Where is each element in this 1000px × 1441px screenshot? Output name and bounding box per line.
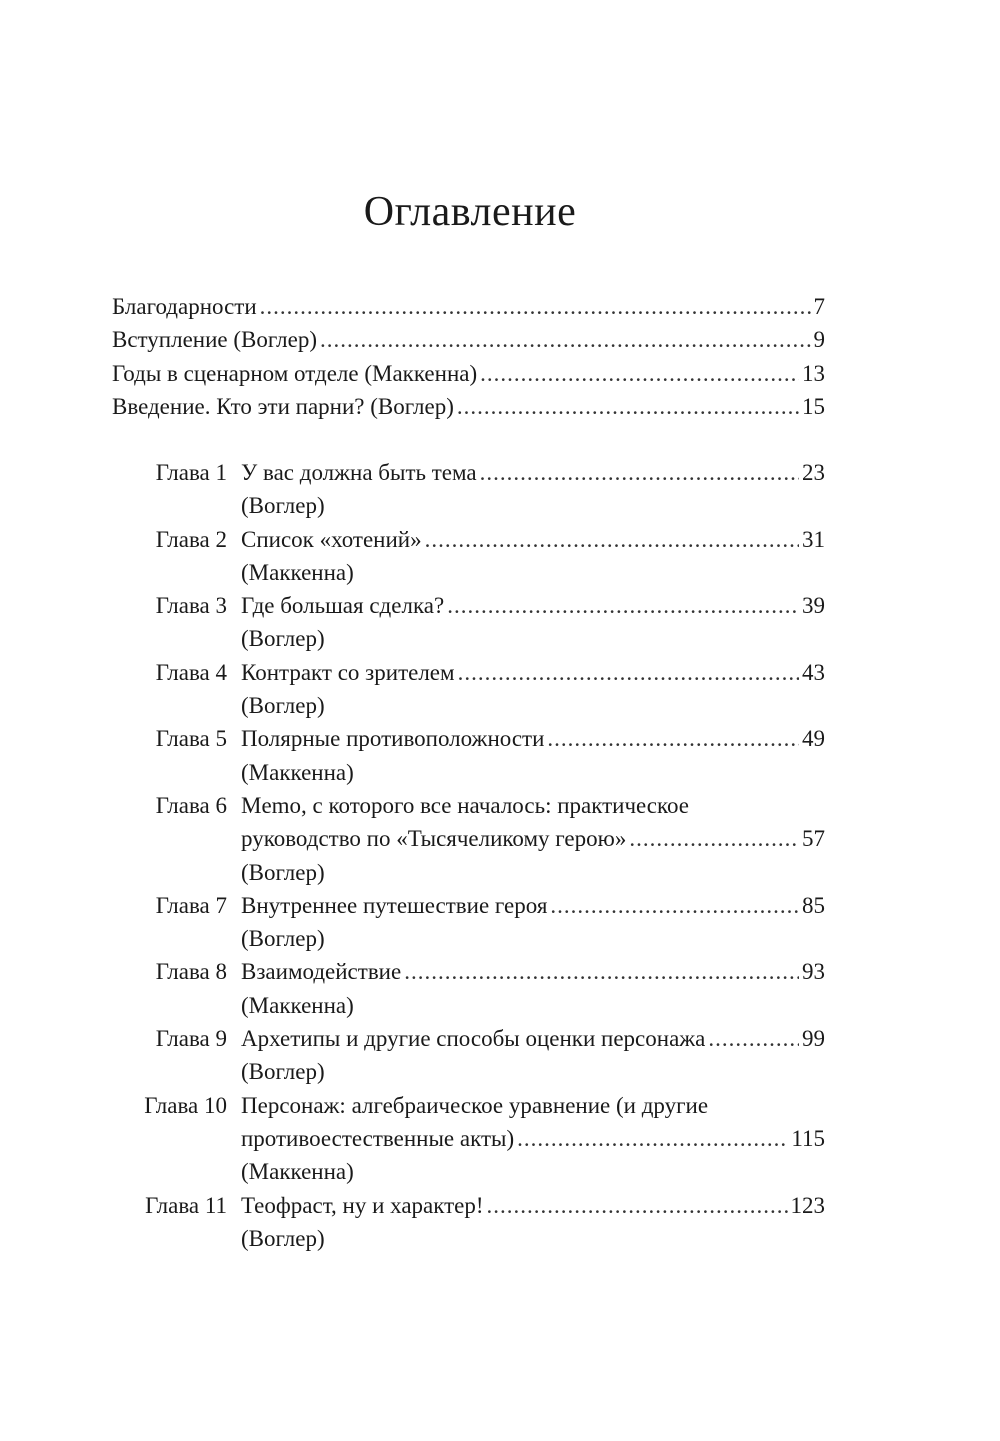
chapter-author: (Воглер) xyxy=(241,693,325,719)
toc-entry-title: Благодарности xyxy=(112,294,257,319)
toc-chapter-10 xyxy=(112,1089,825,1189)
chapter-label: Глава 1 xyxy=(155,460,227,485)
chapter-title: руководство по «Тысячеликому герою» xyxy=(241,826,627,852)
chapter-author: (Воглер) xyxy=(241,626,325,652)
toc-page-number: 9 xyxy=(813,327,825,353)
chapter-author: (Маккенна) xyxy=(241,992,354,1018)
chapter-author: (Маккенна) xyxy=(241,1159,354,1185)
chapter-label: Глава 4 xyxy=(155,659,227,685)
dot-leader xyxy=(404,955,799,988)
chapter-label: Глава 5 xyxy=(155,726,227,752)
toc-chapter-5 xyxy=(112,722,825,789)
chapter-author: (Воглер) xyxy=(241,1225,325,1251)
toc-page-number: 39 xyxy=(802,593,825,619)
chapter-author: (Воглер) xyxy=(241,859,325,885)
chapter-title: Внутреннее путешествие героя xyxy=(241,892,548,918)
chapter-title: Список «хотений» xyxy=(241,526,422,552)
dot-leader xyxy=(629,822,799,855)
chapter-author: (Воглер) xyxy=(241,1059,325,1085)
toc-page-number: 93 xyxy=(802,959,825,985)
dot-leader xyxy=(480,357,799,390)
toc-chapters xyxy=(112,456,825,1255)
chapter-label: Глава 6 xyxy=(155,792,227,818)
toc-chapter-4 xyxy=(112,656,825,723)
toc-chapter-6 xyxy=(112,789,825,889)
chapter-label: Глава 8 xyxy=(155,959,227,985)
toc-page-number: 85 xyxy=(802,892,825,918)
chapter-title: Контракт со зрителем xyxy=(241,659,455,685)
toc-entry-title: Вступление (Воглер) xyxy=(112,327,317,353)
toc-page-number: 31 xyxy=(802,526,825,552)
toc-entry-title: Введение. Кто эти парни? (Воглер) xyxy=(112,393,454,419)
chapter-title: противоестественные акты) xyxy=(241,1125,515,1151)
chapter-title: Архетипы и другие способы оценки персонажа xyxy=(241,1026,706,1052)
toc-chapter-9 xyxy=(112,1022,825,1089)
toc-entry-foreword xyxy=(112,323,825,356)
chapter-label: Глава 3 xyxy=(155,593,227,619)
dot-leader xyxy=(457,390,799,423)
chapter-author: (Воглер) xyxy=(241,926,325,952)
dot-leader xyxy=(320,323,811,356)
chapter-label: Глава 7 xyxy=(155,892,227,918)
toc-page-number: 13 xyxy=(802,360,825,386)
dot-leader xyxy=(708,1022,799,1055)
chapter-label: Глава 2 xyxy=(155,526,227,552)
dot-leader xyxy=(425,523,799,556)
toc-chapter-1 xyxy=(112,456,825,523)
toc-page-number: 57 xyxy=(802,826,825,852)
chapter-label: Глава 10 xyxy=(144,1092,227,1118)
chapter-title: Взаимодействие xyxy=(241,959,402,985)
chapter-author: (Маккенна) xyxy=(241,759,354,785)
toc-page-number: 15 xyxy=(802,393,825,419)
chapter-title: Полярные противоположности xyxy=(241,726,545,752)
dot-leader xyxy=(447,589,799,622)
toc-page-number: 49 xyxy=(802,726,825,752)
chapter-title: У вас должна быть тема xyxy=(241,460,477,485)
toc-page-number: 99 xyxy=(802,1026,825,1052)
toc-entry-title: Годы в сценарном отделе (Маккенна) xyxy=(112,360,478,386)
toc-chapter-11 xyxy=(112,1189,825,1256)
dot-leader xyxy=(517,1122,788,1155)
dot-leader xyxy=(550,889,799,922)
toc-front-matter xyxy=(112,290,825,423)
toc-page-number: 123 xyxy=(790,1192,825,1218)
dot-leader xyxy=(480,456,799,489)
dot-leader xyxy=(458,656,799,689)
chapter-title: Теофраст, ну и характер! xyxy=(241,1192,484,1218)
toc-page-number: 23 xyxy=(802,460,825,485)
chapter-label: Глава 9 xyxy=(155,1026,227,1052)
toc-chapter-3 xyxy=(112,589,825,656)
page-title: Оглавление xyxy=(363,189,577,235)
dot-leader xyxy=(260,290,811,323)
chapter-author: (Воглер) xyxy=(241,493,325,519)
toc-page-number: 7 xyxy=(813,294,825,319)
dot-leader xyxy=(547,722,799,755)
chapter-author: (Маккенна) xyxy=(241,559,354,585)
dot-leader xyxy=(487,1189,788,1222)
chapter-title-line-1: Персонаж: алгебраическое уравнение (и другие xyxy=(241,1092,709,1118)
chapter-title: Где большая сделка? xyxy=(241,593,445,619)
toc-entry-acknowledgements xyxy=(112,290,825,323)
toc-page-number: 115 xyxy=(791,1125,825,1151)
toc-chapter-8 xyxy=(112,955,825,1022)
toc-entry-introduction xyxy=(112,390,825,423)
toc-chapter-2 xyxy=(112,523,825,590)
toc-entry-story-department xyxy=(112,357,825,390)
toc-chapter-7 xyxy=(112,889,825,956)
chapter-label: Глава 11 xyxy=(145,1192,227,1218)
toc-page-number: 43 xyxy=(802,659,825,685)
chapter-title-line-1: Memo, с которого все началось: практическое xyxy=(241,792,690,818)
